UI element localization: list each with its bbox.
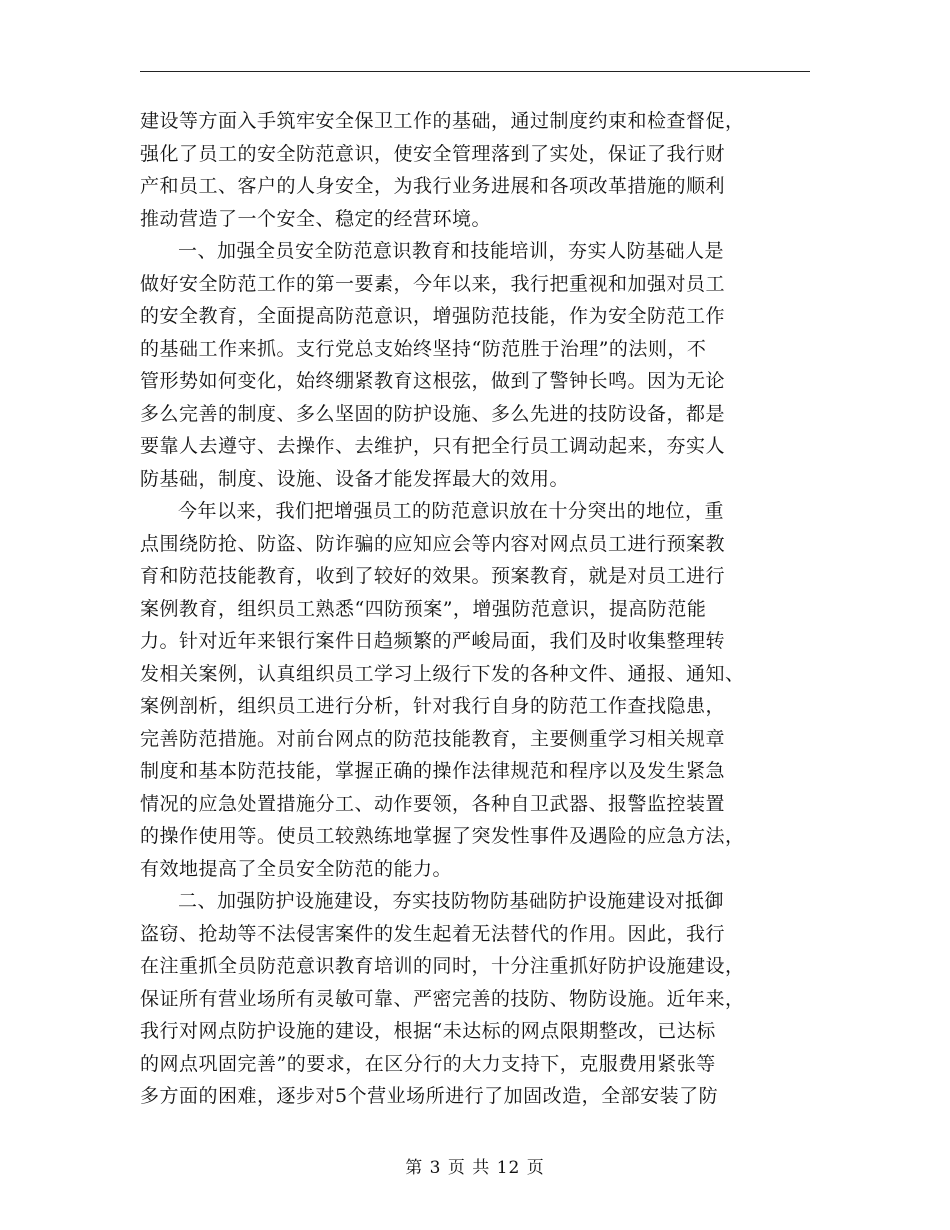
text-line: 一、加强全员安全防范意识教育和技能培训，夯实人防基础人是	[178, 240, 725, 262]
text-line: 强化了员工的安全防范意识，使安全管理落到了实处，保证了我行财	[140, 142, 726, 165]
body-text	[140, 105, 810, 1113]
text-line: 防基础，制度、设施、设备才能发挥最大的效用。	[140, 467, 570, 490]
text-line: 管形势如何变化，始终绷紧教育这根弦，做到了警钟长鸣。因为无论	[140, 370, 726, 392]
text-line: 制度和基本防范技能，掌握正确的操作法律规范和程序以及发生紧急	[140, 760, 726, 782]
text-line: 多方面的困难，逐步对5个营业场所进行了加固改造，全部安装了防	[140, 1085, 719, 1107]
text-line: 在注重抓全员防范意识教育培训的同时，十分注重抓好防护设施建设，	[140, 955, 745, 977]
text-line: 建设等方面入手筑牢安全保卫工作的基础，通过制度约束和检查督促，	[140, 110, 745, 132]
text-line: 要靠人去遵守、去操作、去维护，只有把全行员工调动起来，夯实人	[140, 435, 726, 457]
text-line: 育和防范技能教育，收到了较好的效果。预案教育，就是对员工进行	[140, 565, 726, 587]
text-line: 推动营造了一个安全、稳定的经营环境。	[140, 207, 492, 230]
text-line: 二、加强防护设施建设，夯实技防物防基础防护设施建设对抵御	[178, 890, 725, 912]
text-line: 发相关案例，认真组织员工学习上级行下发的各种文件、通报、通知、	[140, 662, 745, 685]
text-line: 有效地提高了全员安全防范的能力。	[140, 857, 453, 880]
text-line: 产和员工、客户的人身安全，为我行业务进展和各项改革措施的顺利	[140, 175, 726, 197]
text-line: 案例剖析，组织员工进行分析，针对我行自身的防范工作查找隐患，	[140, 695, 726, 717]
text-line: 完善防范措施。对前台网点的防范技能教育，主要侧重学习相关规章	[140, 727, 726, 750]
text-line: 力。针对近年来银行案件日趋频繁的严峻局面，我们及时收集整理转	[140, 630, 726, 652]
text-line: 多么完善的制度、多么坚固的防护设施、多么先进的技防设备，都是	[140, 402, 726, 425]
text-line: 保证所有营业场所有灵敏可靠、严密完善的技防、物防设施。近年来，	[140, 987, 745, 1010]
text-line: 的基础工作来抓。支行党总支始终坚持“防范胜于治理”的法则，不	[140, 337, 707, 360]
text-line: 的网点巩固完善”的要求，在区分行的大力支持下，克服费用紧张等	[140, 1052, 716, 1075]
text-line: 情况的应急处置措施分工、动作要领，各种自卫武器、报警监控装置	[140, 792, 726, 815]
text-line: 做好安全防范工作的第一要素，今年以来，我行把重视和加强对员工	[140, 272, 726, 295]
text-line: 的安全教育，全面提高防范意识，增强防范技能，作为安全防范工作	[140, 305, 726, 327]
text-line: 点围绕防抢、防盗、防诈骗的应知应会等内容对网点员工进行预案教	[140, 532, 726, 555]
header-rule	[140, 71, 810, 72]
text-line: 我行对网点防护设施的建设，根据“未达标的网点限期整改，已达标	[140, 1020, 716, 1042]
text-line: 案例教育，组织员工熟悉“四防预案”，增强防范意识，提高防范能	[140, 597, 707, 620]
text-line: 盗窃、抢劫等不法侵害案件的发生起着无法替代的作用。因此，我行	[140, 922, 726, 945]
page-number-footer: 第 3 页 共 12 页	[405, 1158, 545, 1178]
text-line: 的操作使用等。使员工较熟练地掌握了突发性事件及遇险的应急方法，	[140, 825, 745, 847]
text-line: 今年以来，我们把增强员工的防范意识放在十分突出的地位，重	[178, 500, 725, 522]
